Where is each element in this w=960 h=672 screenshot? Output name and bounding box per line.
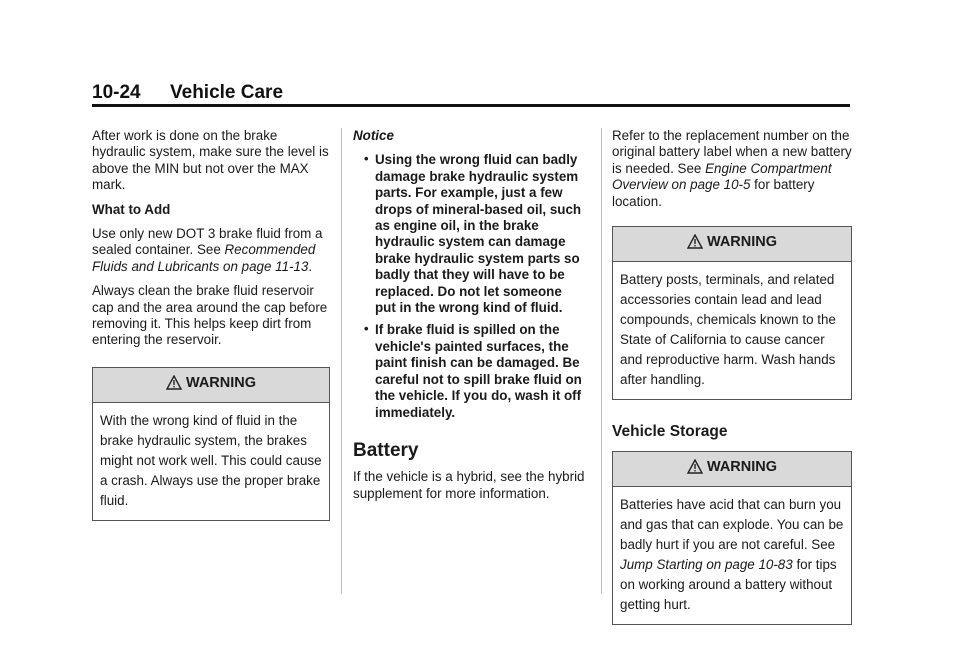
warning-title: WARNING — [706, 458, 778, 475]
warning-triangle-icon — [166, 375, 182, 394]
paragraph: After work is done on the brake hydraulic system, make sure the level is above the MIN but not over the MAX mark. — [92, 128, 329, 193]
column-2 — [353, 128, 585, 510]
list-item-text: Using the wrong fluid can badly damage brake hydraulic system parts. For example, just a few drops of mineral-based oil, such as engine oil, in the brake hydraulic system can damage brake hydraulic system parts so badly that they will have to be replaced. Do not let someone put in the wrong kind of fluid. — [375, 152, 582, 316]
text: for battery location. — [612, 177, 815, 209]
page-header — [92, 82, 283, 104]
warning-box — [612, 451, 852, 625]
text: Refer to the replacement number on the original battery label when a new battery is needed. See — [612, 128, 852, 176]
warning-triangle-icon — [687, 459, 703, 478]
paragraph: If the vehicle is a hybrid, see the hybrid supplement for more information. — [353, 469, 585, 501]
text: Use only new DOT 3 brake fluid from a sealed container. See — [92, 226, 323, 258]
paragraph — [612, 128, 852, 210]
text: for tips on working around a battery without getting hurt. — [620, 557, 837, 613]
warning-header — [613, 452, 851, 487]
heading-vehicle-storage: Vehicle Storage — [612, 423, 728, 441]
warning-header — [613, 227, 851, 262]
notice-title: Notice — [353, 128, 394, 143]
column-3 — [612, 128, 852, 625]
warning-header — [93, 368, 329, 403]
subheading-what-to-add: What to Add — [92, 201, 171, 217]
text: . — [308, 258, 313, 274]
bullet: • — [364, 321, 369, 337]
list-item — [364, 321, 585, 420]
warning-text: Battery posts, terminals, and related accessories contain lead and lead compounds, chemicals known to the State of California to cause cancer and reproductive harm. Wash hands after handling. — [620, 272, 836, 388]
bullet: • — [364, 151, 369, 167]
section-title: Vehicle Care — [170, 82, 284, 103]
cross-reference-link[interactable]: Recommended Fluids and Lubricants on page 11-13 — [92, 242, 316, 274]
cross-reference-link[interactable]: Jump Starting on page 10-83 — [620, 557, 793, 573]
warning-title: WARNING — [706, 234, 778, 251]
warning-triangle-icon — [687, 234, 703, 253]
column-1 — [92, 128, 330, 521]
text: Batteries have acid that can burn you and gas that can explode. You can be badly hurt if you are not careful. See — [620, 497, 844, 553]
list-item-text: If brake fluid is spilled on the vehicle's painted surfaces, the paint finish can be damaged. Be careful not to spill brake fluid on the vehicle. If you do, wash it off immediately. — [375, 322, 582, 420]
cross-reference-link[interactable]: Engine Compartment Overview on page 10-5 — [612, 160, 832, 193]
warning-text: With the wrong kind of fluid in the brake hydraulic system, the brakes might not work well. This could cause a crash. Always use the proper brake fluid. — [100, 413, 322, 509]
heading-battery: Battery — [353, 439, 419, 461]
header-rule — [92, 104, 850, 107]
list-item — [364, 151, 585, 316]
page-number: 10-24 — [92, 82, 141, 103]
notice-list — [353, 152, 585, 421]
column-divider — [601, 128, 602, 594]
warning-box — [612, 226, 852, 400]
warning-text — [613, 487, 851, 624]
warning-box — [92, 367, 330, 521]
warning-title: WARNING — [185, 374, 257, 391]
paragraph: Always clean the brake fluid reservoir cap and the area around the cap before removing it. This helps keep dirt from entering the reservoir. — [92, 283, 328, 348]
paragraph — [92, 226, 330, 275]
column-divider — [341, 128, 342, 594]
